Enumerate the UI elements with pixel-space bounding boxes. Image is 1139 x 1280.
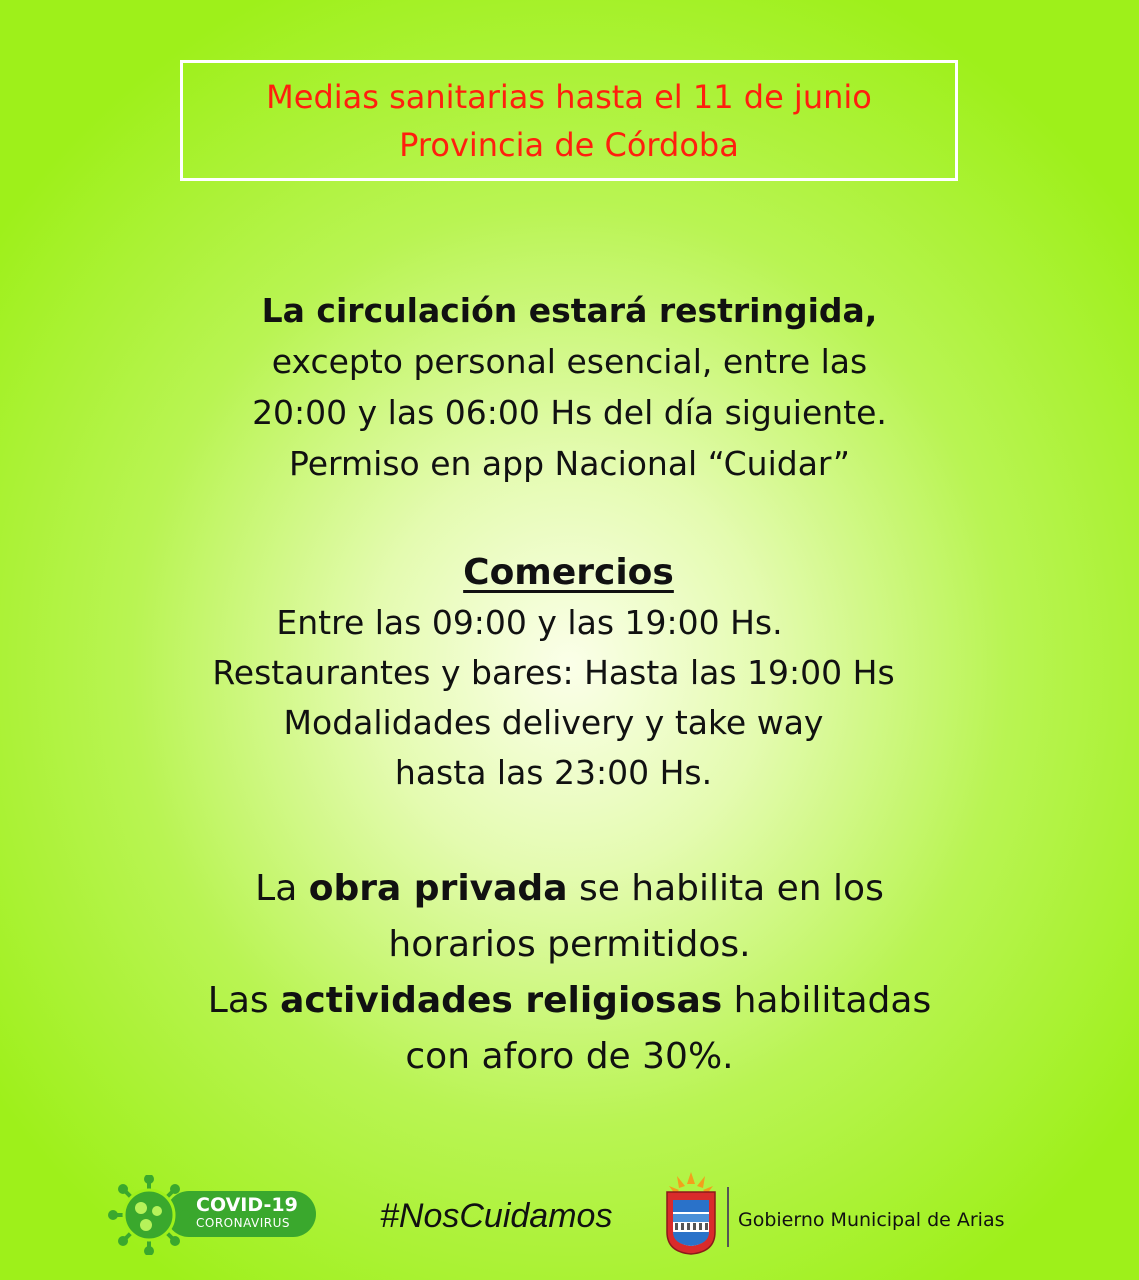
activities-line-3 [0,973,1139,1029]
activities-l3-pre: Las [207,980,281,1021]
comercios-line-2: Restaurantes y bares: Hasta las 19:00 Hs [212,653,895,692]
hashtag: #NosCuidamos [380,1197,613,1235]
circulation-section [0,285,1139,489]
comercios-section [0,548,1139,798]
activities-l3-post: habilitadas [722,980,932,1021]
government-label: Gobierno Municipal de Arias [738,1209,1005,1231]
activities-l1-post: se habilita en los [567,868,884,909]
obra-privada-text: obra privada [308,868,568,909]
virus-icon [108,1175,190,1255]
footer-divider [727,1187,729,1247]
circulation-heading: La circulación estará restringida, [261,291,878,330]
header-box [180,60,958,181]
circulation-line-3: Permiso en app Nacional “Cuidar” [289,444,850,483]
circulation-line-1: excepto personal esencial, entre las [271,342,868,381]
activities-line-2: horarios permitidos. [388,924,751,965]
comercios-heading-wrap [0,548,1139,598]
covid-subtitle: CORONAVIRUS [196,1216,291,1230]
municipal-shield-icon [663,1170,719,1256]
comercios-line-4: hasta las 23:00 Hs. [394,753,713,792]
covid-badge [108,1175,318,1255]
header-line-1: Medias sanitarias hasta el 11 de junio [266,77,872,116]
comercios-heading: Comercios [463,552,674,593]
circulation-line-2: 20:00 y las 06:00 Hs del día siguiente. [252,393,887,432]
activities-l1-pre: La [255,868,309,909]
activities-line-1 [0,861,1139,917]
covid-title: COVID-19 [196,1194,298,1216]
header-line-2: Provincia de Córdoba [399,125,739,164]
activities-line-4: con aforo de 30%. [405,1036,734,1077]
actividades-religiosas-text: actividades religiosas [280,980,723,1021]
activities-section [0,861,1139,1085]
comercios-line-3: Modalidades delivery y take way [283,703,824,742]
comercios-line-1: Entre las 09:00 y las 19:00 Hs. [276,603,783,642]
